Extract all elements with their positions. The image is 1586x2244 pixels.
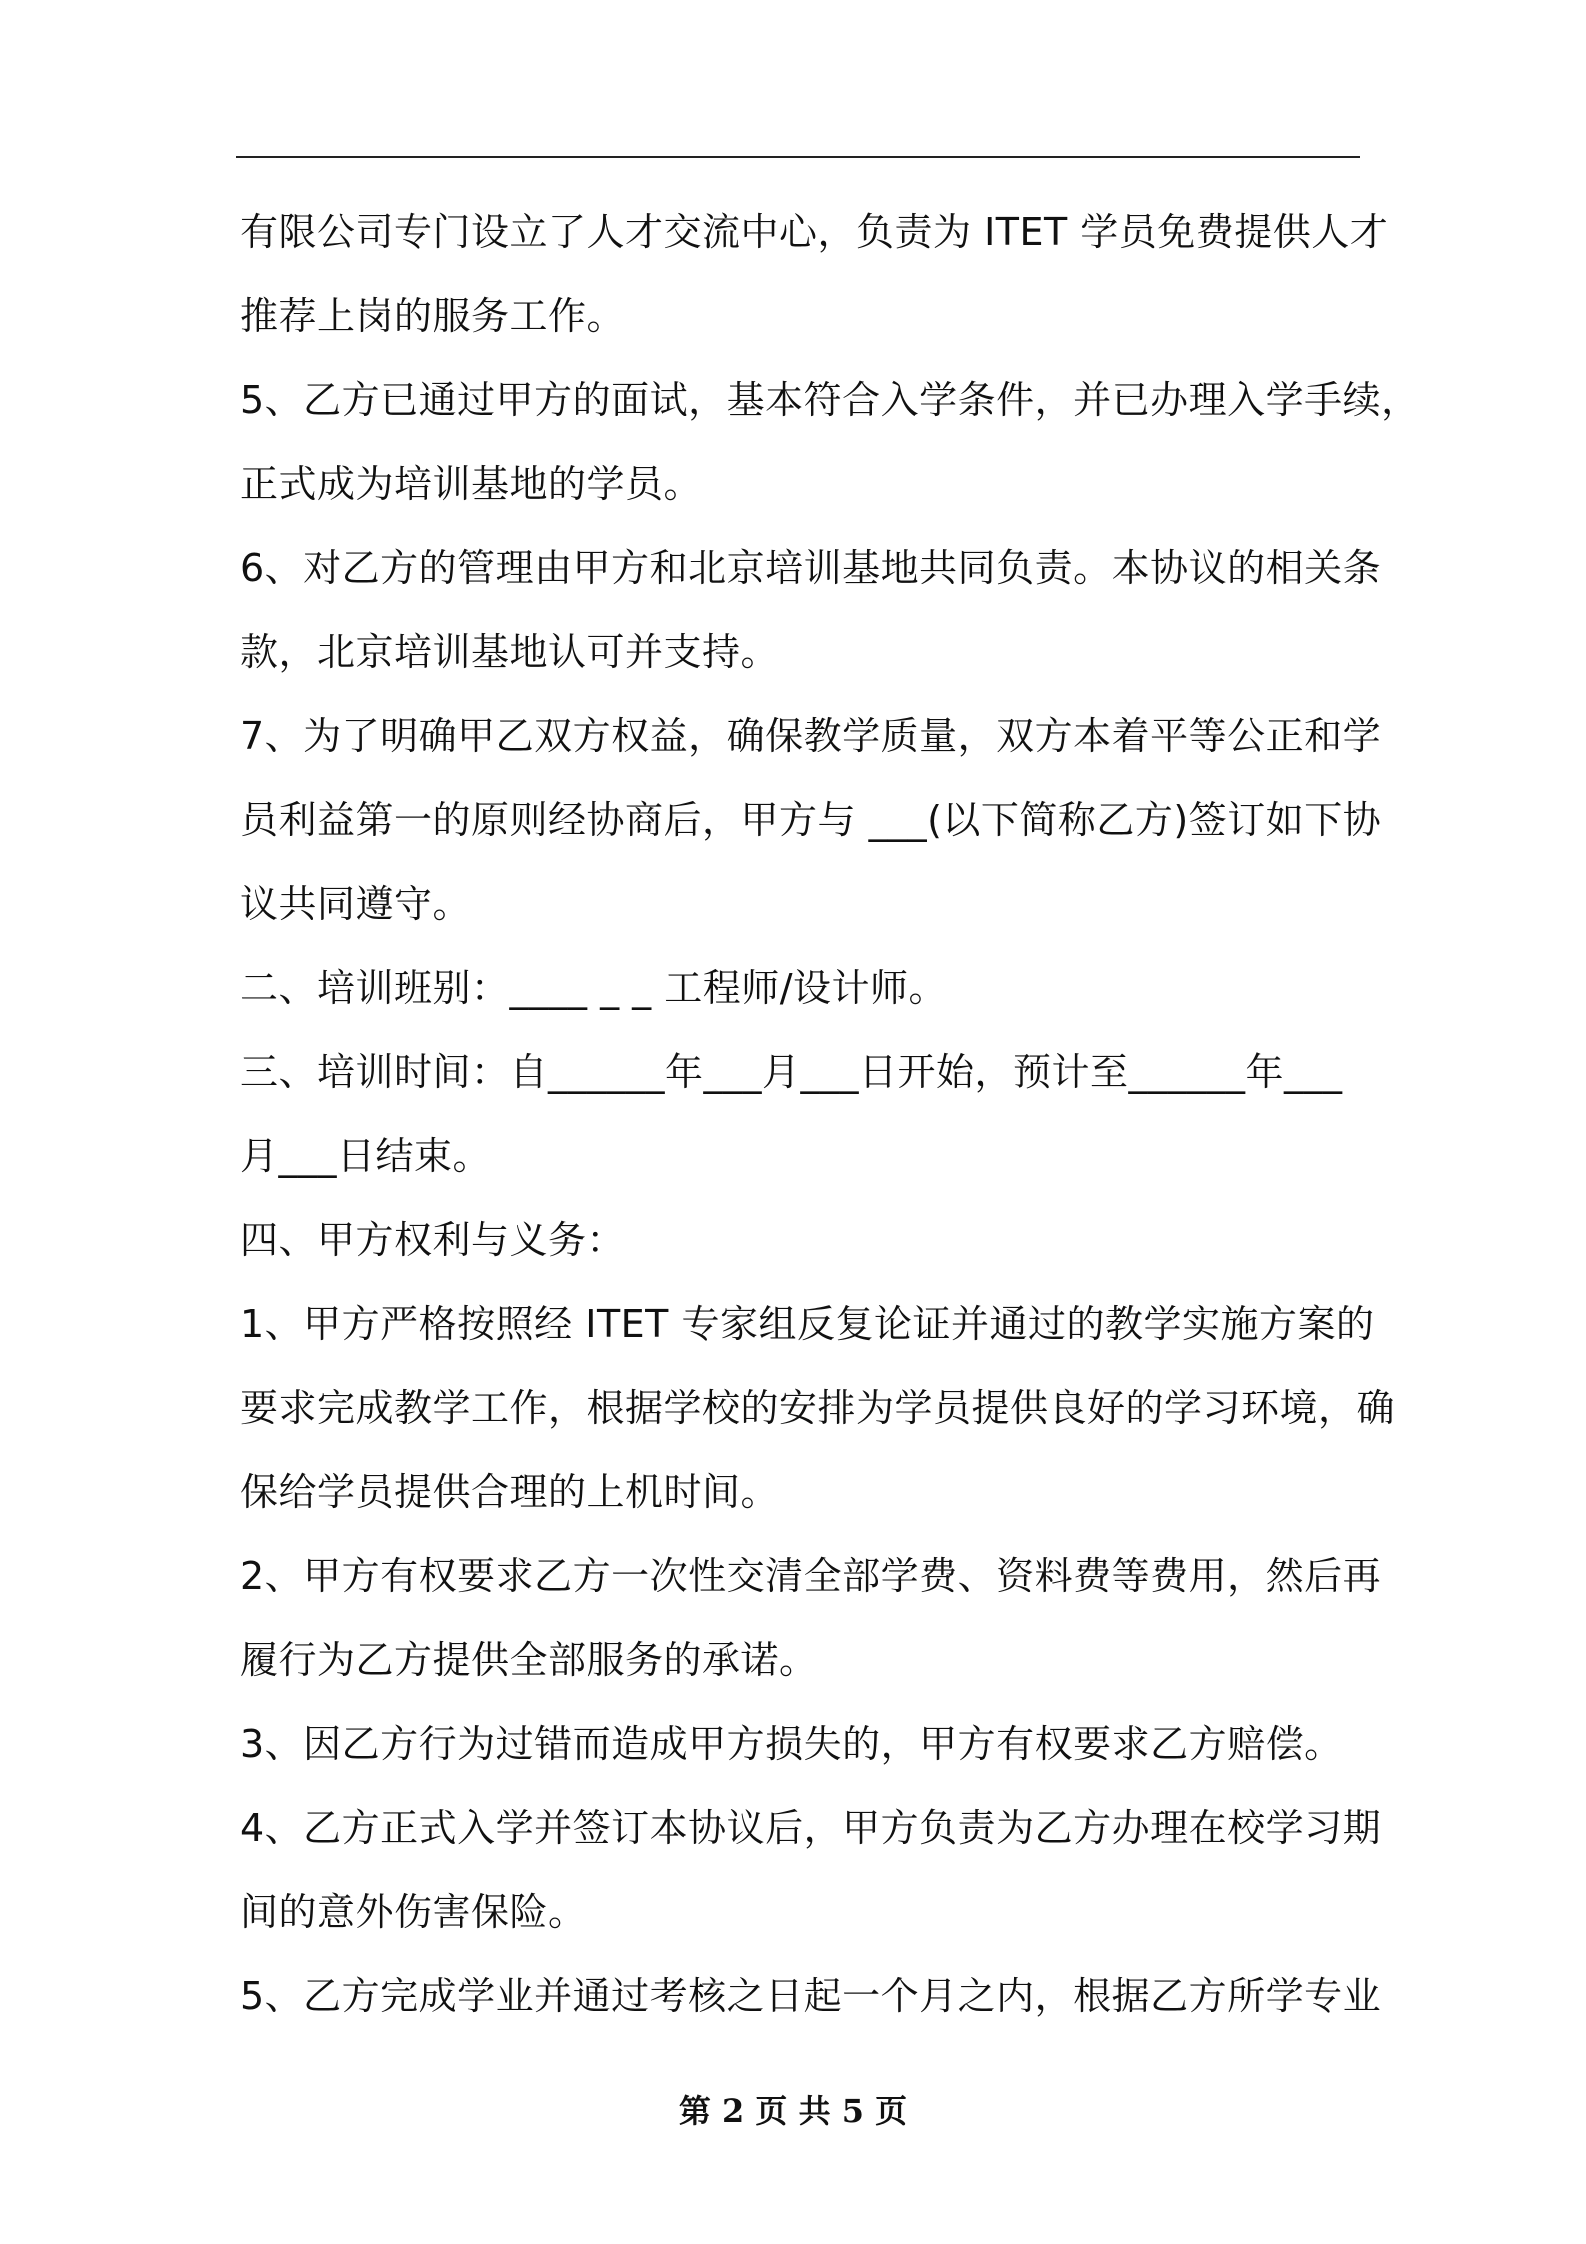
text-line: 月___日结束。	[240, 1134, 492, 1178]
text-line: 二、培训班别：____ _ _ 工程师/设计师。	[240, 966, 948, 1010]
page-number-footer: 第 2 页 共 5 页	[678, 2092, 908, 2130]
text-line: 款，北京培训基地认可并支持。	[240, 630, 780, 674]
text-line: 三、培训时间：自______年___月___日开始，预计至______年___	[240, 1050, 1343, 1094]
text-line: 保给学员提供合理的上机时间。	[240, 1470, 780, 1514]
text-line: 议共同遵守。	[240, 882, 472, 926]
text-line: 推荐上岗的服务工作。	[240, 294, 626, 338]
text-line: 2、甲方有权要求乙方一次性交清全部学费、资料费等费用，然后再	[240, 1554, 1382, 1598]
text-line: 4、乙方正式入学并签订本协议后，甲方负责为乙方办理在校学习期	[240, 1806, 1382, 1850]
text-line: 间的意外伤害保险。	[240, 1890, 587, 1934]
document-body	[240, 190, 1420, 2038]
section-heading: 四、甲方权利与义务：	[240, 1218, 626, 1262]
text-line: 3、因乙方行为过错而造成甲方损失的，甲方有权要求乙方赔偿。	[240, 1722, 1343, 1766]
text-line: 6、对乙方的管理由甲方和北京培训基地共同负责。本协议的相关条	[240, 546, 1382, 590]
header-rule	[236, 156, 1360, 158]
text-line: 5、乙方完成学业并通过考核之日起一个月之内，根据乙方所学专业	[240, 1974, 1382, 2018]
text-line: 正式成为培训基地的学员。	[240, 462, 703, 506]
text-line: 5、乙方已通过甲方的面试，基本符合入学条件，并已办理入学手续，	[240, 378, 1420, 422]
text-line: 员利益第一的原则经协商后，甲方与 ___(以下简称乙方)签订如下协	[240, 798, 1382, 842]
text-line: 7、为了明确甲乙双方权益，确保教学质量，双方本着平等公正和学	[240, 714, 1382, 758]
text-line: 1、甲方严格按照经 ITET 专家组反复论证并通过的教学实施方案的	[240, 1302, 1375, 1346]
text-line: 履行为乙方提供全部服务的承诺。	[240, 1638, 818, 1682]
text-line: 有限公司专门设立了人才交流中心，负责为 ITET 学员免费提供人才	[240, 210, 1389, 254]
text-line: 要求完成教学工作，根据学校的安排为学员提供良好的学习环境，确	[240, 1386, 1396, 1430]
